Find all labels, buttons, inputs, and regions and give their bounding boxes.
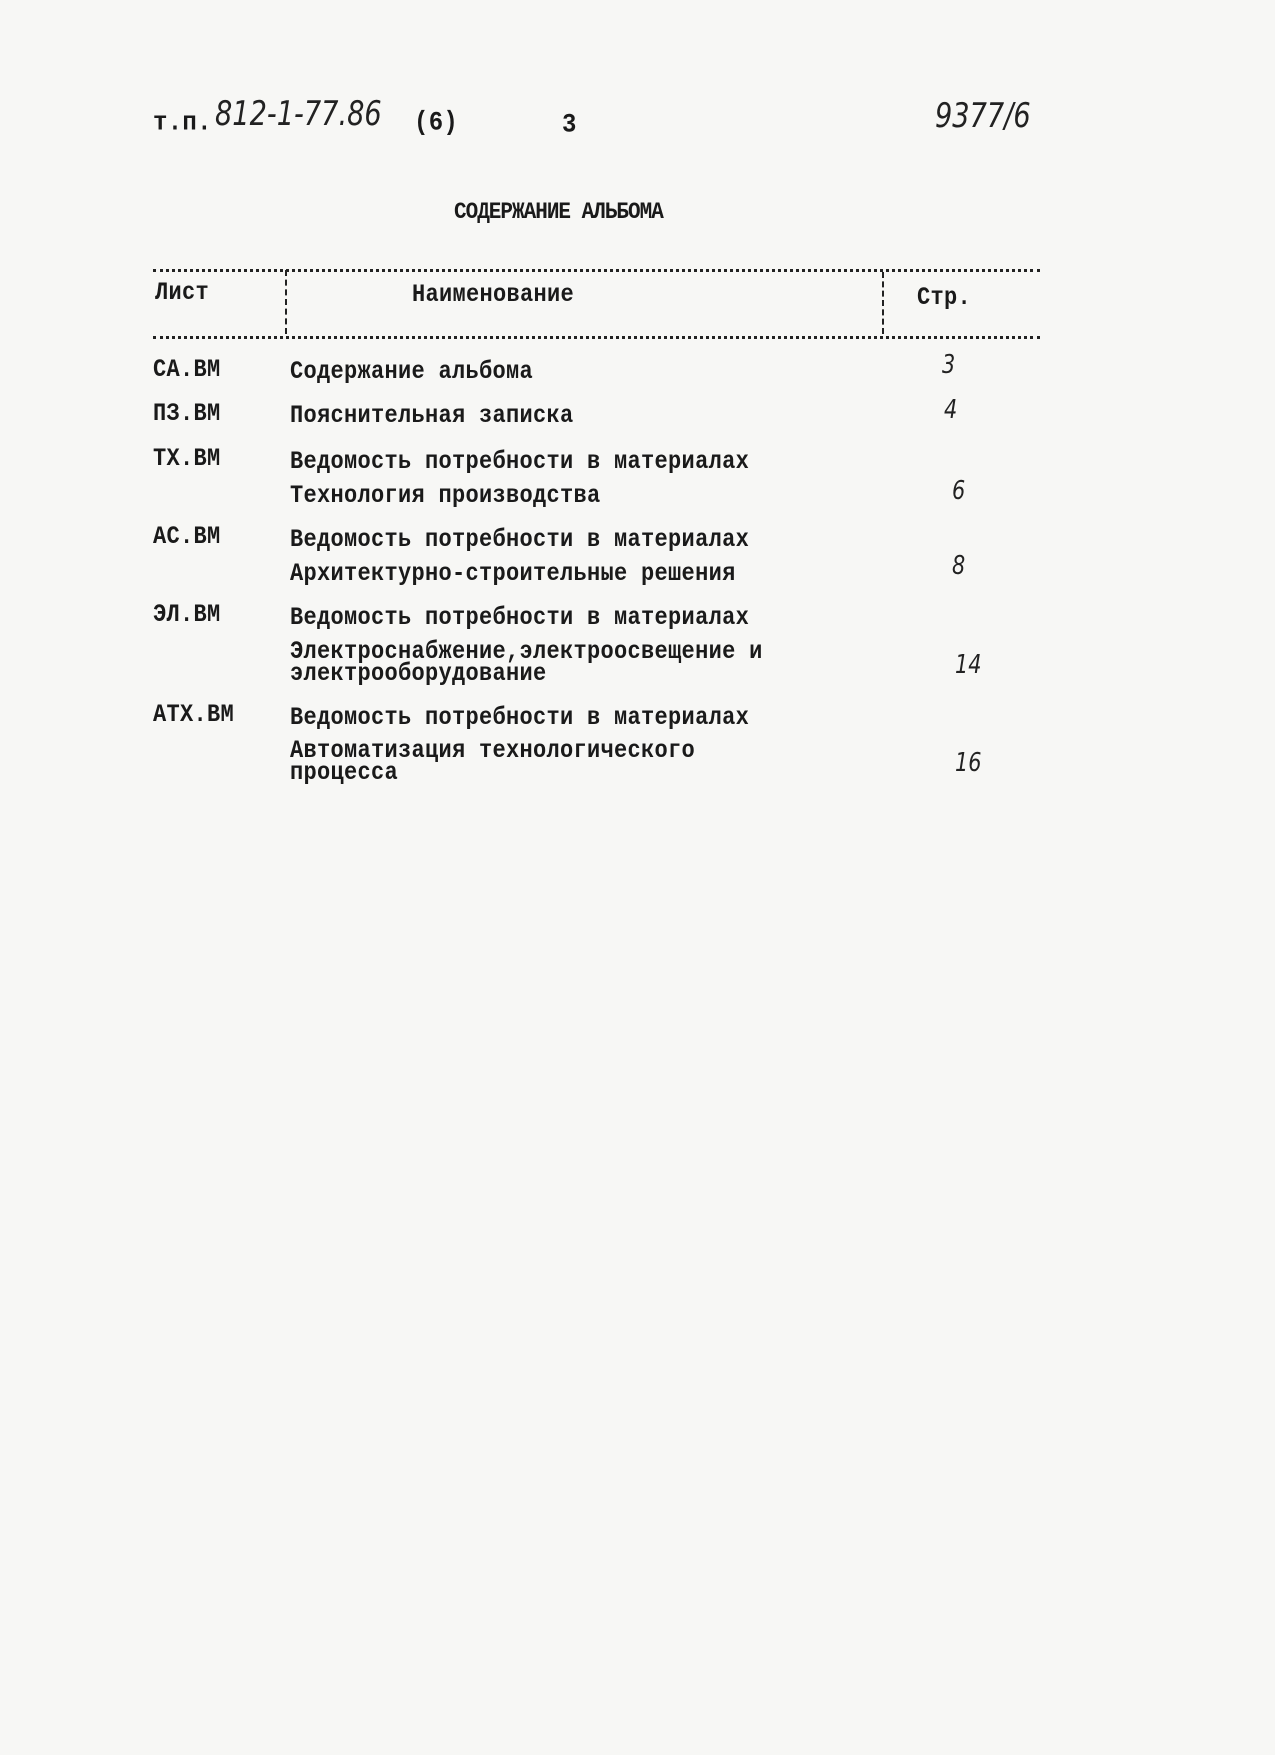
column-divider (285, 270, 287, 334)
issue-number: (6) (414, 108, 459, 139)
item-page: 8 (952, 551, 966, 581)
item-name: электрооборудование (290, 660, 547, 688)
sheet-code: АТХ.ВМ (153, 701, 235, 729)
item-name: Пояснительная записка (290, 402, 574, 430)
item-page: 3 (942, 350, 956, 380)
item-page: 6 (952, 476, 966, 506)
item-name: Архитектурно-строительные решения (290, 560, 736, 588)
item-name: Ведомость потребности в материалах (290, 526, 750, 554)
project-number: 812-1-77.86 (215, 94, 382, 134)
sheet-code: АС.ВМ (153, 523, 221, 551)
sheet-code: ПЗ.ВМ (153, 400, 221, 428)
column-header-name: Наименование (412, 281, 575, 309)
column-header-page: Стр. (917, 284, 972, 312)
project-prefix: т.п. (153, 108, 212, 139)
inventory-number: 9377/6 (935, 96, 1031, 136)
column-header-sheet: Лист (155, 279, 210, 307)
item-page: 16 (955, 748, 982, 778)
item-name: процесса (290, 759, 399, 787)
item-name: Электроснабжение,электроосвещение и (290, 638, 763, 666)
table-header-rule (153, 336, 1040, 339)
sheet-code: ЭЛ.ВМ (153, 601, 221, 629)
item-page: 4 (944, 395, 958, 425)
item-name: Ведомость потребности в материалах (290, 704, 750, 732)
item-page: 14 (955, 650, 982, 680)
item-name: Технология производства (290, 482, 601, 510)
item-name: Содержание альбома (290, 358, 534, 386)
page-number: 3 (562, 110, 577, 141)
sheet-code: СА.ВМ (153, 356, 221, 384)
item-name: Автоматизация технологического (290, 737, 696, 765)
item-name: Ведомость потребности в материалах (290, 448, 750, 476)
item-name: Ведомость потребности в материалах (290, 604, 750, 632)
page-title: СОДЕРЖАНИЕ АЛЬБОМА (454, 200, 663, 226)
column-divider (882, 272, 884, 334)
sheet-code: ТХ.ВМ (153, 445, 221, 473)
